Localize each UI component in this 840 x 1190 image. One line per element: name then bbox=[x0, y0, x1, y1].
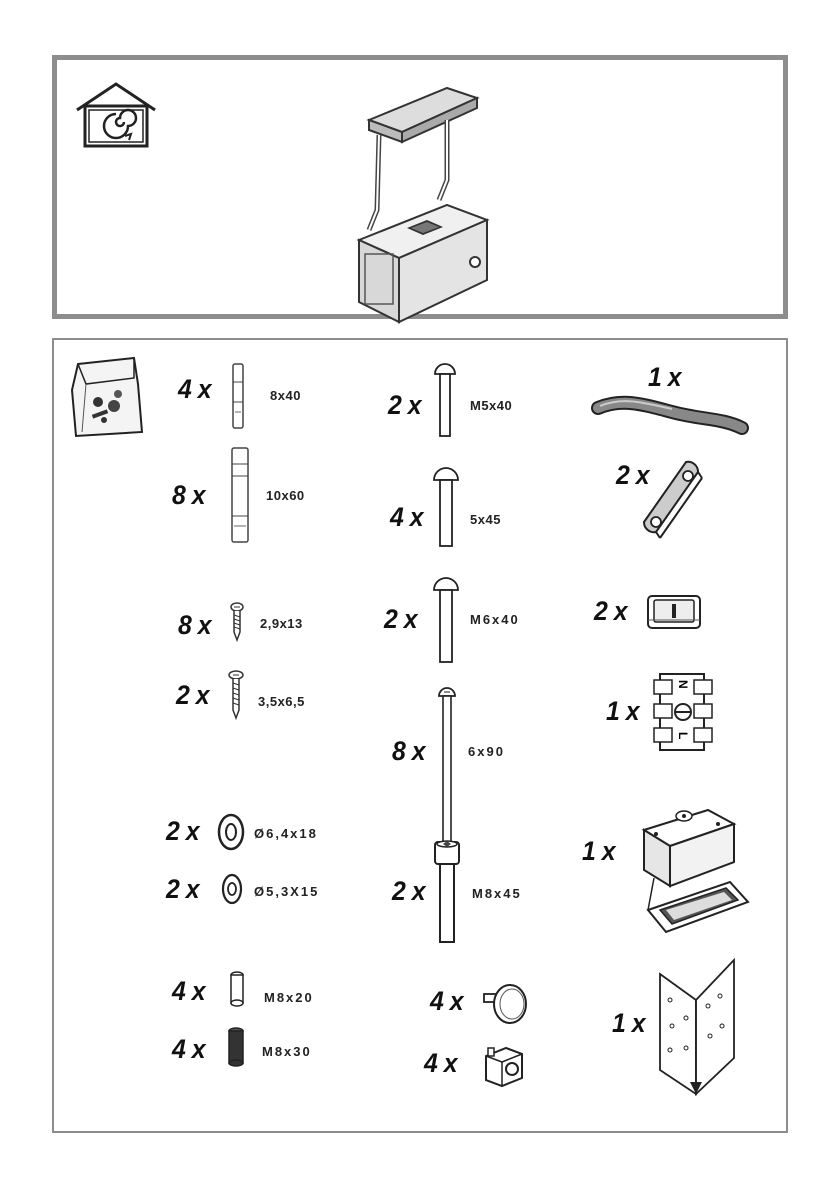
indoor-house-spiral-icon bbox=[73, 80, 159, 150]
qty-knob: 4 x bbox=[430, 986, 464, 1016]
qty-screw-3-5x6-5: 2 x bbox=[176, 680, 210, 710]
cage-nut-icon bbox=[482, 1044, 526, 1088]
size-screw-2-9x13: 2,9x13 bbox=[260, 616, 303, 631]
bolt-icon bbox=[432, 362, 458, 440]
qty-template: 1 x bbox=[612, 1008, 646, 1038]
qty-clip: 2 x bbox=[594, 596, 628, 626]
junction-box-icon bbox=[634, 802, 750, 942]
hose-icon bbox=[592, 394, 752, 436]
qty-bolt-m6x40: 2 x bbox=[384, 604, 418, 634]
socket-bolt-icon bbox=[432, 838, 462, 948]
qty-nut-m8x20: 4 x bbox=[172, 976, 206, 1006]
link-bracket-icon bbox=[636, 454, 716, 544]
size-anchor-10x60: 10x60 bbox=[266, 488, 305, 503]
cable-clip-icon bbox=[644, 590, 704, 634]
size-bolt-m5x40: M5x40 bbox=[470, 398, 513, 413]
size-washer-5-3: Ø5,3X15 bbox=[254, 884, 320, 899]
qty-terminal: 1 x bbox=[606, 696, 640, 726]
wall-anchor-icon bbox=[230, 362, 246, 432]
qty-junction-box: 1 x bbox=[582, 836, 616, 866]
qty-washer-6-4: 2 x bbox=[166, 816, 200, 846]
drilling-template-icon bbox=[658, 956, 738, 1096]
bolt-icon bbox=[432, 466, 460, 550]
ceiling-hood-illustration bbox=[347, 80, 507, 310]
qty-anchor-10x60: 8 x bbox=[172, 480, 206, 510]
size-nut-m8x30: M8x30 bbox=[262, 1044, 312, 1059]
size-nut-m8x20: M8x20 bbox=[264, 990, 314, 1005]
qty-bolt-m5x40: 2 x bbox=[388, 390, 422, 420]
qty-bracket-link: 2 x bbox=[616, 460, 650, 490]
parts-list-panel bbox=[52, 338, 788, 1133]
qty-nut-m8x30: 4 x bbox=[172, 1034, 206, 1064]
parts-bag-icon bbox=[68, 354, 148, 438]
small-screw-icon bbox=[228, 670, 244, 720]
size-bolt-m6x40: M6x40 bbox=[470, 612, 520, 627]
size-anchor-8x40: 8x40 bbox=[270, 388, 301, 403]
spacer-nut-icon bbox=[228, 970, 246, 1008]
qty-bolt-m8x45: 2 x bbox=[392, 876, 426, 906]
small-screw-icon bbox=[230, 602, 244, 642]
size-screw-3-5x6-5: 3,5x6,5 bbox=[258, 694, 305, 709]
terminal-block-icon bbox=[654, 670, 718, 754]
qty-washer-5-3: 2 x bbox=[166, 874, 200, 904]
size-bolt-6x90: 6x90 bbox=[468, 744, 505, 759]
qty-bolt-6x90: 8 x bbox=[392, 736, 426, 766]
size-bolt-5x45: 5x45 bbox=[470, 512, 501, 527]
qty-cage-nut: 4 x bbox=[424, 1048, 458, 1078]
washer-icon bbox=[220, 872, 244, 906]
terminal-label-n: N bbox=[676, 680, 690, 689]
wall-anchor-icon bbox=[228, 446, 252, 546]
knob-icon bbox=[482, 980, 530, 1026]
size-bolt-m8x45: M8x45 bbox=[472, 886, 522, 901]
qty-anchor-8x40: 4 x bbox=[178, 374, 212, 404]
spacer-nut-icon bbox=[226, 1026, 246, 1070]
long-bolt-icon bbox=[436, 686, 458, 848]
qty-bolt-5x45: 4 x bbox=[390, 502, 424, 532]
bolt-icon bbox=[432, 576, 460, 666]
washer-icon bbox=[216, 812, 246, 852]
qty-screw-2-9x13: 8 x bbox=[178, 610, 212, 640]
product-overview-panel bbox=[52, 55, 788, 319]
terminal-label-l: L bbox=[676, 732, 690, 740]
qty-hose: 1 x bbox=[648, 362, 682, 392]
size-washer-6-4: Ø6,4x18 bbox=[254, 826, 318, 841]
